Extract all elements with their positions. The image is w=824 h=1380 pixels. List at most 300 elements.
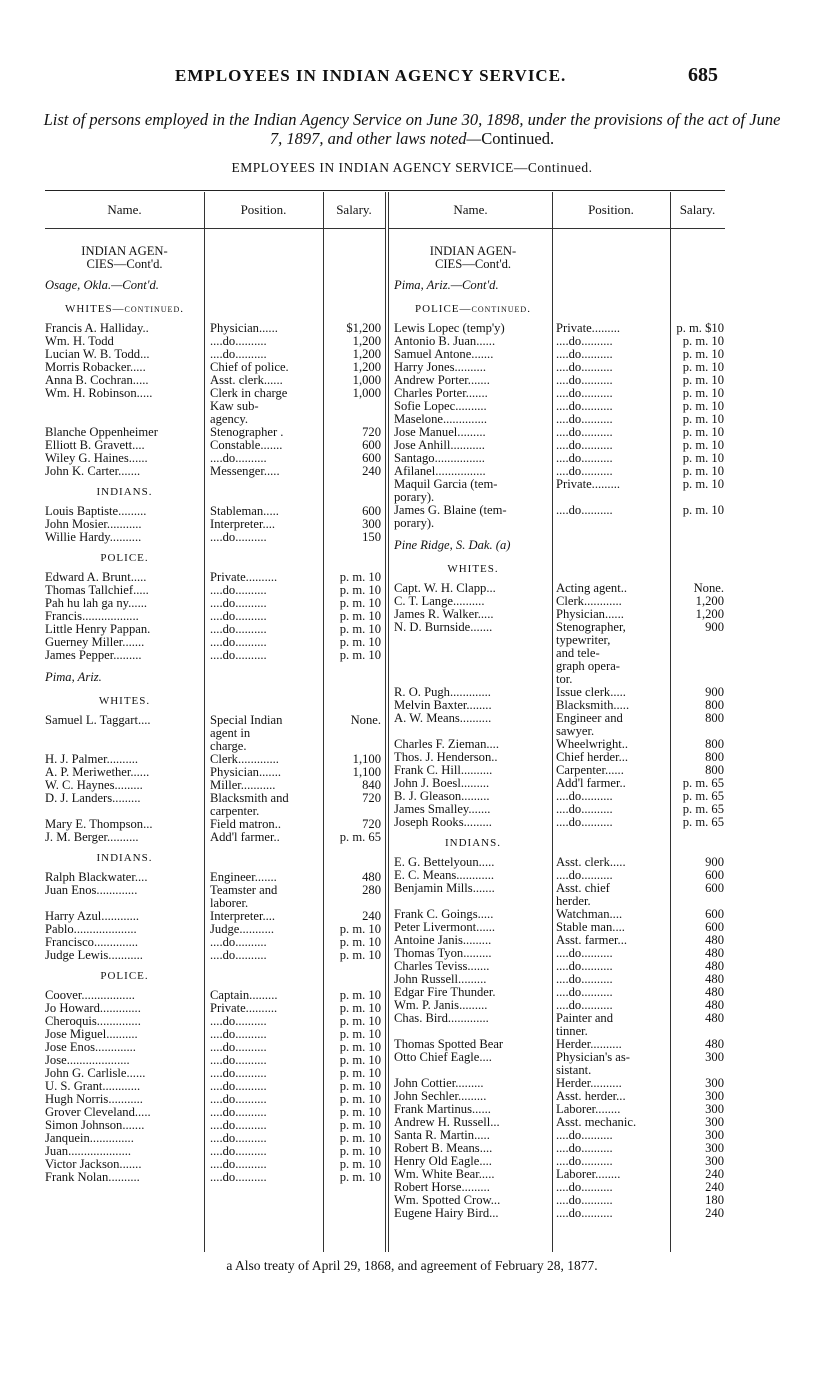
- employee-name: Jose Enos.............: [45, 1040, 136, 1054]
- employee-salary: p. m. 10: [339, 1053, 381, 1067]
- employee-position: ....do..........: [556, 1128, 613, 1142]
- employee-name: Peter Livermont......: [394, 920, 496, 934]
- employee-salary: 900: [705, 685, 724, 699]
- employee-name: Hugh Norris...........: [45, 1092, 143, 1106]
- page-number: 685: [688, 64, 718, 86]
- employee-salary: 720: [362, 425, 381, 439]
- employee-position: ....do..........: [210, 1040, 267, 1054]
- column-rule: [204, 192, 205, 1252]
- employee-salary: 1,200: [352, 334, 381, 348]
- employee-position: Acting agent..: [556, 581, 627, 595]
- employee-salary: 300: [705, 1128, 724, 1142]
- employee-position: ....do..........: [210, 1053, 267, 1067]
- employee-name: Thos. J. Henderson..: [394, 750, 498, 764]
- employee-name: R. O. Pugh.............: [394, 685, 491, 699]
- employee-name: Jo Howard.............: [45, 1001, 141, 1015]
- employee-salary: 720: [362, 791, 381, 805]
- employee-salary: p. m. 10: [339, 935, 381, 949]
- employee-name: Wm. P. Janis.........: [394, 998, 488, 1012]
- employee-position: Herder..........: [556, 1037, 622, 1051]
- right-header-salary: Salary.: [679, 202, 716, 217]
- caption-text: List of persons employed in the Indian Agency Service on June 30, 1898, under the provisions of the act of June 7, 1897, and other laws noted—: [43, 110, 781, 148]
- agency-heading: Pima, Ariz.—Cont'd.: [394, 278, 499, 292]
- employee-name: porary).: [394, 490, 435, 504]
- employee-name: Samuel Antone.......: [394, 347, 494, 361]
- employee-position: ....do..........: [556, 1206, 613, 1220]
- employee-name: Blanche Oppenheimer: [45, 425, 158, 439]
- employee-salary: 1,100: [352, 752, 381, 766]
- employee-salary: 300: [705, 1141, 724, 1155]
- employee-name: Elliott B. Gravett....: [45, 438, 145, 452]
- employee-name: James Pepper.........: [45, 648, 142, 662]
- employee-name: Edward A. Brunt.....: [45, 570, 147, 584]
- section-heading: INDIAN AGEN-: [81, 244, 168, 258]
- employee-name: Robert Horse.........: [394, 1180, 490, 1194]
- employee-name: Jose Manuel.........: [394, 425, 486, 439]
- employee-position: agency.: [210, 412, 248, 426]
- employee-salary: 240: [705, 1180, 724, 1194]
- employee-salary: 480: [705, 1011, 724, 1025]
- employee-position: Interpreter....: [210, 517, 276, 531]
- employee-name: Janquein..............: [45, 1131, 134, 1145]
- employee-name: N. D. Burnside.......: [394, 620, 493, 634]
- employee-name: Pah hu lah ga ny......: [45, 596, 148, 610]
- employee-name: Andrew H. Russell...: [394, 1115, 500, 1129]
- employee-salary: 180: [705, 1193, 724, 1207]
- employee-name: Antoine Janis.........: [394, 933, 492, 947]
- employee-position: charge.: [210, 739, 247, 753]
- employee-name: Charles Porter.......: [394, 386, 488, 400]
- employee-name: Maselone..............: [394, 412, 488, 426]
- employee-name: John Cottier.........: [394, 1076, 484, 1090]
- employee-position: Physician's as-: [556, 1050, 630, 1064]
- employee-salary: 280: [362, 883, 381, 897]
- employee-position: ....do..........: [556, 386, 613, 400]
- employee-name: Wm. White Bear.....: [394, 1167, 495, 1181]
- employee-position: Laborer........: [556, 1167, 621, 1181]
- employee-name: Santa R. Martin.....: [394, 1128, 490, 1142]
- right-header-name: Name.: [453, 202, 488, 217]
- employee-position: ....do..........: [210, 935, 267, 949]
- employee-name: John Mosier...........: [45, 517, 142, 531]
- employee-position: Clerk............: [556, 594, 622, 608]
- employee-salary: p. m. 10: [339, 1014, 381, 1028]
- employee-name: Afilanel................: [394, 464, 486, 478]
- employee-name: Thomas Tallchief.....: [45, 583, 149, 597]
- employee-name: Grover Cleveland.....: [45, 1105, 151, 1119]
- employee-name: Maquil Garcia (tem-: [394, 477, 498, 491]
- employee-position: Chief herder...: [556, 750, 629, 764]
- employee-name: Wm. H. Robinson.....: [45, 386, 153, 400]
- employee-position: ....do..........: [556, 438, 613, 452]
- employee-position: Private.........: [556, 321, 621, 335]
- employee-name: Wiley G. Haines......: [45, 451, 148, 465]
- employee-position: ....do..........: [556, 360, 613, 374]
- employee-name: Wm. Spotted Crow...: [394, 1193, 501, 1207]
- employee-salary: p. m. 10: [682, 373, 724, 387]
- employee-name: Harry Jones..........: [394, 360, 486, 374]
- employee-salary: 240: [362, 464, 381, 478]
- employee-name: Frank C. Goings.....: [394, 907, 494, 921]
- employee-position: ....do..........: [210, 635, 267, 649]
- employee-position: ....do..........: [556, 802, 613, 816]
- employee-name: W. C. Haynes.........: [45, 778, 143, 792]
- employee-position: ....do..........: [210, 1157, 267, 1171]
- employee-name: Charles F. Zieman....: [394, 737, 499, 751]
- employee-position: ....do..........: [210, 347, 267, 361]
- employee-name: Pablo....................: [45, 922, 137, 936]
- employee-name: John Russell.........: [394, 972, 487, 986]
- employee-position: ....do..........: [556, 985, 613, 999]
- employee-position: tor.: [556, 672, 573, 686]
- employee-salary: p. m. 10: [682, 477, 724, 491]
- employee-position: ....do..........: [210, 1079, 267, 1093]
- employee-name: J. M. Berger..........: [45, 830, 139, 844]
- employee-salary: p. m. 10: [682, 425, 724, 439]
- employee-name: Francis A. Halliday..: [45, 321, 149, 335]
- employee-salary: 800: [705, 711, 724, 725]
- employee-salary: p. m. 10: [339, 1105, 381, 1119]
- employee-position: Add'l farmer..: [556, 776, 626, 790]
- employee-name: Victor Jackson.......: [45, 1157, 142, 1171]
- employee-salary: p. m. 10: [339, 648, 381, 662]
- header-rule-left: [45, 228, 385, 229]
- employee-salary: 800: [705, 698, 724, 712]
- employee-name: Morris Robacker.....: [45, 360, 146, 374]
- employee-name: E. C. Means............: [394, 868, 495, 882]
- table-top-rule: [45, 190, 725, 191]
- employee-position: Clerk in charge: [210, 386, 288, 400]
- employee-salary: p. m. 10: [339, 948, 381, 962]
- running-head-title: EMPLOYEES IN INDIAN AGENCY SERVICE.: [175, 66, 567, 85]
- employee-position: Engineer.......: [210, 870, 277, 884]
- employee-salary: 600: [362, 504, 381, 518]
- employee-position: ....do..........: [210, 451, 267, 465]
- employee-salary: 1,000: [352, 386, 381, 400]
- employee-salary: 900: [705, 620, 724, 634]
- employee-position: ....do..........: [210, 648, 267, 662]
- footnote: a Also treaty of April 29, 1868, and agreement of February 28, 1877.: [226, 1258, 598, 1273]
- employee-salary: 720: [362, 817, 381, 831]
- employee-salary: 480: [705, 933, 724, 947]
- employee-salary: p. m. 10: [339, 1131, 381, 1145]
- employee-name: Henry Old Eagle....: [394, 1154, 492, 1168]
- employee-position: Wheelwright..: [556, 737, 629, 751]
- employee-name: James Smalley.......: [394, 802, 491, 816]
- employee-position: ....do..........: [556, 946, 613, 960]
- employee-name: Benjamin Mills.......: [394, 881, 495, 895]
- employee-position: Painter and: [556, 1011, 614, 1025]
- employee-position: Physician.......: [210, 765, 282, 779]
- employee-name: John K. Carter.......: [45, 464, 141, 478]
- employee-position: carpenter.: [210, 804, 260, 818]
- employee-salary: 800: [705, 737, 724, 751]
- employee-position: ....do..........: [210, 1014, 267, 1028]
- employee-name: H. J. Palmer..........: [45, 752, 139, 766]
- employee-position: Private.........: [556, 477, 621, 491]
- employee-position: ....do..........: [556, 347, 613, 361]
- employee-salary: p. m. 10: [682, 347, 724, 361]
- employee-salary: 300: [705, 1076, 724, 1090]
- employee-name: Robert B. Means....: [394, 1141, 493, 1155]
- employee-salary: 480: [705, 998, 724, 1012]
- employee-salary: p. m. 10: [339, 1118, 381, 1132]
- employee-salary: p. m. 10: [339, 635, 381, 649]
- group-heading: WHITES—continued.: [65, 303, 184, 315]
- employee-position: ....do..........: [210, 1144, 267, 1158]
- employee-name: C. T. Lange..........: [394, 594, 485, 608]
- employee-salary: p. m. 10: [339, 570, 381, 584]
- employee-salary: 600: [705, 920, 724, 934]
- employee-salary: 480: [705, 985, 724, 999]
- employee-position: Chief of police.: [210, 360, 289, 374]
- employee-salary: p. m. 65: [682, 802, 724, 816]
- employee-name: Thomas Tyon.........: [394, 946, 492, 960]
- employee-position: ....do..........: [556, 425, 613, 439]
- employee-position: ....do..........: [210, 596, 267, 610]
- employee-salary: p. m. 10: [339, 988, 381, 1002]
- employee-position: Issue clerk.....: [556, 685, 626, 699]
- employee-salary: p. m. 65: [339, 830, 381, 844]
- employee-salary: p. m. 10: [339, 1001, 381, 1015]
- employee-salary: 480: [705, 959, 724, 973]
- employee-position: Teamster and: [210, 883, 278, 897]
- employee-name: A. W. Means..........: [394, 711, 492, 725]
- employee-position: Add'l farmer..: [210, 830, 280, 844]
- left-header-name: Name.: [107, 202, 142, 217]
- employee-position: ....do..........: [210, 609, 267, 623]
- employee-position: agent in: [210, 726, 251, 740]
- section-title: EMPLOYEES IN INDIAN AGENCY SERVICE—Continued.: [231, 160, 593, 175]
- employee-salary: p. m. 10: [339, 1066, 381, 1080]
- employee-salary: 800: [705, 750, 724, 764]
- group-heading: INDIANS.: [445, 837, 501, 849]
- employee-position: ....do..........: [210, 622, 267, 636]
- employee-position: sawyer.: [556, 724, 595, 738]
- employee-position: typewriter,: [556, 633, 611, 647]
- employee-salary: None.: [350, 713, 381, 727]
- employee-name: Andrew Porter.......: [394, 373, 490, 387]
- employee-name: James G. Blaine (tem-: [394, 503, 507, 517]
- employee-name: Lewis Lopec (temp'y): [394, 321, 505, 335]
- employee-name: Francisco..............: [45, 935, 139, 949]
- employee-salary: p. m. 10: [682, 451, 724, 465]
- group-heading: WHITES.: [447, 563, 499, 575]
- employee-position: tinner.: [556, 1024, 588, 1038]
- employee-name: Charles Teviss.......: [394, 959, 490, 973]
- employee-position: Blacksmith and: [210, 791, 289, 805]
- employee-position: Interpreter....: [210, 909, 276, 923]
- employee-position: Herder..........: [556, 1076, 622, 1090]
- employee-name: Anna B. Cochran.....: [45, 373, 149, 387]
- employee-position: ....do..........: [556, 1193, 613, 1207]
- employee-name: U. S. Grant............: [45, 1079, 141, 1093]
- employee-salary: p. m. 10: [682, 464, 724, 478]
- employee-name: Mary E. Thompson...: [45, 817, 153, 831]
- left-header-salary: Salary.: [336, 202, 372, 217]
- employee-position: Asst. clerk......: [210, 373, 283, 387]
- employee-position: Laborer........: [556, 1102, 621, 1116]
- employee-salary: p. m. 65: [682, 815, 724, 829]
- employee-salary: p. m. 10: [682, 399, 724, 413]
- employee-position: ....do..........: [210, 1131, 267, 1145]
- employee-name: Judge Lewis...........: [45, 948, 143, 962]
- employee-name: E. G. Bettelyoun.....: [394, 855, 495, 869]
- employee-position: ....do..........: [210, 1027, 267, 1041]
- employee-name: Samuel L. Taggart....: [45, 713, 151, 727]
- group-heading: INDIANS.: [96, 486, 153, 498]
- column-rule: [552, 192, 553, 1252]
- employee-position: Engineer and: [556, 711, 623, 725]
- employee-salary: p. m. 10: [682, 334, 724, 348]
- employee-salary: 600: [705, 881, 724, 895]
- header-rule-right: [389, 228, 725, 229]
- employee-name: Little Henry Pappan.: [45, 622, 151, 636]
- employee-name: Melvin Baxter........: [394, 698, 492, 712]
- employee-salary: 300: [705, 1154, 724, 1168]
- employee-position: Asst. clerk.....: [556, 855, 626, 869]
- employee-name: Capt. W. H. Clapp...: [394, 581, 496, 595]
- employee-position: ....do..........: [556, 1180, 613, 1194]
- employee-position: Clerk.............: [210, 752, 279, 766]
- employee-salary: p. m. 10: [339, 922, 381, 936]
- employee-salary: 1,200: [352, 347, 381, 361]
- employee-salary: 240: [705, 1206, 724, 1220]
- employee-name: Ralph Blackwater....: [45, 870, 148, 884]
- employee-salary: 800: [705, 763, 724, 777]
- employee-position: Miller...........: [210, 778, 276, 792]
- employee-position: Blacksmith.....: [556, 698, 630, 712]
- employee-salary: p. m. $10: [676, 321, 724, 335]
- employee-position: ....do..........: [210, 334, 267, 348]
- employee-salary: p. m. 10: [339, 1157, 381, 1171]
- employee-name: Willie Hardy..........: [45, 530, 142, 544]
- center-double-rule: [385, 192, 389, 1252]
- employee-position: ....do..........: [556, 868, 613, 882]
- employee-position: Stenographer,: [556, 620, 626, 634]
- employee-position: Physician......: [210, 321, 278, 335]
- employee-salary: p. m. 10: [339, 1040, 381, 1054]
- employee-position: Captain.........: [210, 988, 278, 1002]
- employee-salary: p. m. 10: [682, 503, 724, 517]
- employee-position: ....do..........: [556, 998, 613, 1012]
- agency-heading: Pima, Ariz.: [45, 670, 102, 684]
- employee-salary: 1,000: [352, 373, 381, 387]
- employee-name: Louis Baptiste.........: [45, 504, 147, 518]
- employee-name: Edgar Fire Thunder.: [394, 985, 496, 999]
- employee-name: John Sechler.........: [394, 1089, 487, 1103]
- employee-position: ....do..........: [210, 1092, 267, 1106]
- agency-heading: Pine Ridge, S. Dak. (a): [394, 538, 511, 552]
- employee-position: Stable man....: [556, 920, 625, 934]
- employee-position: sistant.: [556, 1063, 592, 1077]
- employee-position: ....do..........: [556, 412, 613, 426]
- employee-name: Frank Martinus......: [394, 1102, 491, 1116]
- employee-salary: p. m. 65: [682, 789, 724, 803]
- employee-salary: 900: [705, 855, 724, 869]
- employee-name: Coover.................: [45, 988, 135, 1002]
- employee-salary: 300: [362, 517, 381, 531]
- employee-salary: p. m. 10: [682, 438, 724, 452]
- employee-position: Constable.......: [210, 438, 283, 452]
- employee-name: Chas. Bird.............: [394, 1011, 489, 1025]
- employee-salary: 150: [362, 530, 381, 544]
- employee-name: Francis..................: [45, 609, 139, 623]
- employee-salary: p. m. 10: [682, 412, 724, 426]
- employee-name: Sofie Lopec..........: [394, 399, 487, 413]
- employee-name: Thomas Spotted Bear: [394, 1037, 504, 1051]
- employee-position: ....do..........: [556, 972, 613, 986]
- employee-salary: $1,200: [346, 321, 381, 335]
- agency-heading: Osage, Okla.—Cont'd.: [45, 278, 159, 292]
- employee-name: Jose Anhill...........: [394, 438, 485, 452]
- group-heading: WHITES.: [98, 695, 151, 707]
- employee-name: Guerney Miller.......: [45, 635, 145, 649]
- employee-salary: p. m. 10: [339, 1092, 381, 1106]
- employee-name: Simon Johnson.......: [45, 1118, 145, 1132]
- section-heading: INDIAN AGEN-: [429, 244, 517, 258]
- employee-position: ....do..........: [556, 373, 613, 387]
- employee-name: B. J. Gleason.........: [394, 789, 490, 803]
- employee-position: ....do..........: [556, 503, 613, 517]
- employee-position: Asst. mechanic.: [556, 1115, 637, 1129]
- employee-name: Eugene Hairy Bird...: [394, 1206, 499, 1220]
- employee-position: Field matron..: [210, 817, 282, 831]
- employee-name: Juan Enos.............: [45, 883, 138, 897]
- employee-name: Lucian W. B. Todd...: [45, 347, 150, 361]
- employee-salary: p. m. 10: [339, 1027, 381, 1041]
- employee-salary: 480: [705, 972, 724, 986]
- left-header-position: Position.: [240, 202, 287, 217]
- employee-position: ....do..........: [556, 815, 613, 829]
- employee-position: Asst. chief: [556, 881, 610, 895]
- group-heading: INDIANS.: [96, 852, 153, 864]
- group-heading: POLICE—continued.: [415, 303, 531, 315]
- employee-position: Special Indian: [210, 713, 283, 727]
- employee-position: Carpenter......: [556, 763, 624, 777]
- employee-position: ....do..........: [556, 399, 613, 413]
- employee-name: Harry Azul............: [45, 909, 140, 923]
- employee-position: ....do..........: [556, 451, 613, 465]
- employee-position: ....do..........: [556, 1154, 613, 1168]
- employee-salary: 240: [362, 909, 381, 923]
- employee-salary: p. m. 10: [339, 1144, 381, 1158]
- employee-salary: p. m. 10: [682, 360, 724, 374]
- employee-salary: 1,100: [352, 765, 381, 779]
- employee-position: ....do..........: [210, 948, 267, 962]
- employee-name: Otto Chief Eagle....: [394, 1050, 492, 1064]
- caption-continued: Continued.: [481, 129, 555, 148]
- employee-name: Jose....................: [45, 1053, 130, 1067]
- employee-position: and tele-: [556, 646, 600, 660]
- employee-position: Watchman....: [556, 907, 623, 921]
- employee-name: Cheroquis..............: [45, 1014, 141, 1028]
- employee-position: ....do..........: [210, 1066, 267, 1080]
- employee-salary: 240: [705, 1167, 724, 1181]
- group-heading: POLICE.: [100, 970, 149, 982]
- employee-salary: 480: [705, 946, 724, 960]
- employee-position: herder.: [556, 894, 591, 908]
- employee-name: James R. Walker.....: [394, 607, 494, 621]
- section-heading: CIES—Cont'd.: [434, 257, 512, 271]
- employee-salary: 600: [705, 907, 724, 921]
- employee-name: D. J. Landers.........: [45, 791, 141, 805]
- employee-salary: 600: [705, 868, 724, 882]
- employee-salary: p. m. 10: [682, 386, 724, 400]
- employee-position: graph opera-: [556, 659, 620, 673]
- employee-name: Joseph Rooks.........: [394, 815, 492, 829]
- employee-position: laborer.: [210, 896, 249, 910]
